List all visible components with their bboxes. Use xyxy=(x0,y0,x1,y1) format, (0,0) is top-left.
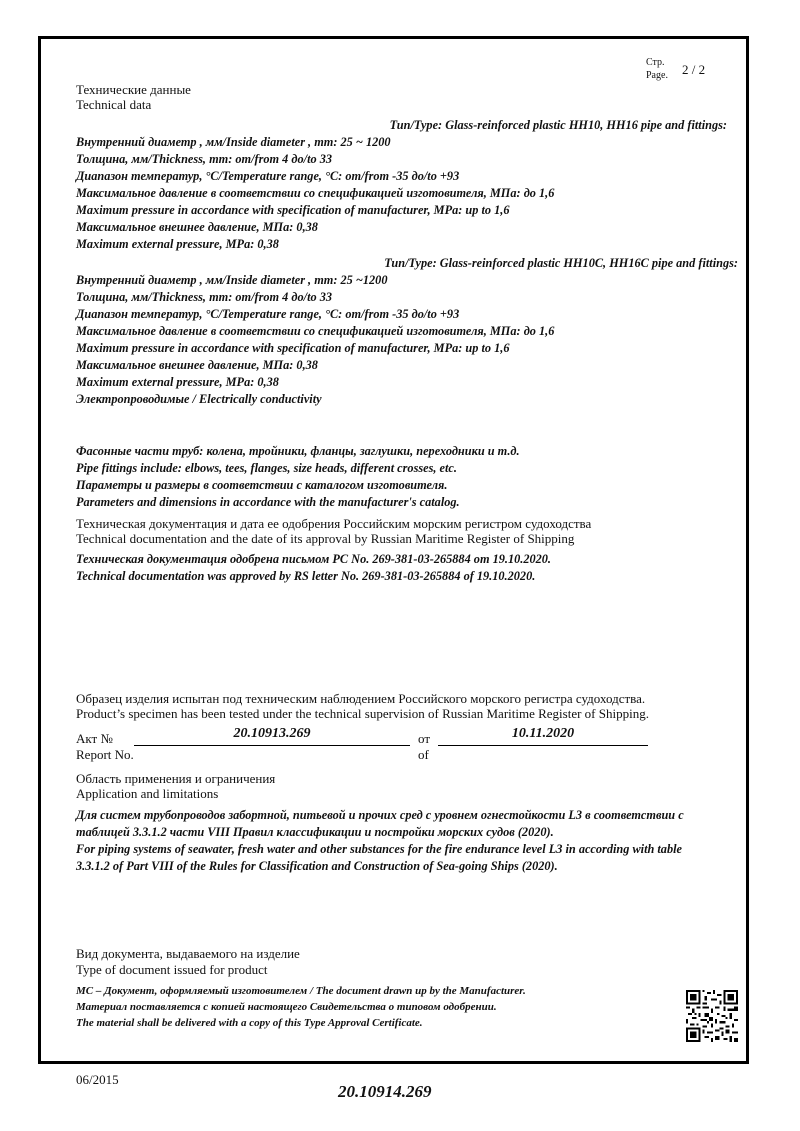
spec-line: Максимальное давление в соответствии со спецификацией изготовителя, МПа: до 1,6 xyxy=(76,186,555,200)
report-date-line xyxy=(438,745,648,746)
report-of-ru: от xyxy=(418,731,431,746)
application-line: таблицей 3.3.1.2 части VIII Правил классификации и постройки морских судов (2020). xyxy=(76,825,554,839)
doctype-heading-en: Type of document issued for product xyxy=(76,962,268,977)
doctype-line: The material shall be delivered with a copy of this Type Approval Certificate. xyxy=(76,1017,423,1029)
spec-line: Максимальное внешнее давление, МПа: 0,38 xyxy=(76,220,318,234)
spec-line: Maximum external pressure, MPa: 0,38 xyxy=(76,237,279,251)
report-number-line xyxy=(134,745,410,746)
type-line-2: Тип/Type: Glass-reinforced plastic HH10C, HH16C pipe and fittings: xyxy=(384,256,738,270)
fittings-line: Параметры и размеры в соответствии с каталогом изготовителя. xyxy=(76,478,448,492)
report-number: 20.10913.269 xyxy=(233,726,311,741)
page-label-en: Page. xyxy=(646,70,668,81)
spec-line: Толщина, мм/Thickness, mm: от/from 4 до/to 33 xyxy=(76,290,333,304)
specimen-text-ru: Образец изделия испытан под техническим наблюдением Российского морского регистра судоходства. xyxy=(76,691,646,706)
application-line: Для систем трубопроводов забортной, питьевой и прочих сред с уровнем огнестойкости L3 в соответствии с xyxy=(76,808,684,822)
spec-line: Maximum pressure in accordance with specification of manufacturer, MPa: up to 1,6 xyxy=(76,203,510,217)
spec-line: Maximum external pressure, MPa: 0,38 xyxy=(76,375,279,389)
spec-line: Диапазон температур, °C/Temperature range, °C: от/from -35 до/to +93 xyxy=(76,169,460,183)
tech-title-en: Technical data xyxy=(76,97,152,112)
docs-heading-ru: Техническая документация и дата ее одобрения Российским морским регистром судоходства xyxy=(76,516,592,531)
spec-line: Внутренний диаметр , мм/Inside diameter , mm: 25 ~1200 xyxy=(76,273,388,287)
spec-line: Диапазон температур, °C/Temperature range, °C: от/from -35 до/to +93 xyxy=(76,307,460,321)
doctype-line: Материал поставляется с копией настоящего Свидетельства о типовом одобрении. xyxy=(76,1001,497,1013)
report-date: 10.11.2020 xyxy=(511,726,575,741)
page-label-ru: Стр. xyxy=(646,57,665,68)
spec-line: Максимальное давление в соответствии со спецификацией изготовителя, МПа: до 1,6 xyxy=(76,324,555,338)
spec-line: Maximum pressure in accordance with specification of manufacturer, MPa: up to 1,6 xyxy=(76,341,510,355)
report-label-ru: Акт № xyxy=(76,731,113,746)
edition-label: 06/2015 xyxy=(76,1072,119,1087)
page-number: 2 / 2 xyxy=(682,62,706,77)
fittings-line: Parameters and dimensions in accordance with the manufacturer's catalog. xyxy=(76,495,460,509)
spec-line: Толщина, мм/Thickness, mm: от/from 4 до/to 33 xyxy=(76,152,333,166)
doctype-line: МС – Документ, оформляемый изготовителем / The document drawn up by the Manufacturer. xyxy=(76,985,526,997)
doctype-heading-ru: Вид документа, выдаваемого на изделие xyxy=(76,946,300,961)
tech-title-ru: Технические данные xyxy=(76,82,191,97)
type-line-1: Тип/Type: Glass-reinforced plastic HH10, HH16 pipe and fittings: xyxy=(389,118,727,132)
spec-line: Внутренний диаметр , мм/Inside diameter , mm: 25 ~ 1200 xyxy=(76,135,391,149)
application-heading-en: Application and limitations xyxy=(76,786,219,801)
specimen-text-en: Product’s specimen has been tested under the technical supervision of Russian Maritime Register of Shipping. xyxy=(76,706,649,721)
fittings-line: Фасонные части труб: колена, тройники, фланцы, заглушки, переходники и т.д. xyxy=(76,444,520,458)
qr-code-icon xyxy=(686,990,738,1042)
fittings-line: Pipe fittings include: elbows, tees, flanges, size heads, different crosses, etc. xyxy=(76,461,457,475)
report-label-en: Report No. xyxy=(76,747,134,762)
docs-heading-en: Technical documentation and the date of its approval by Russian Maritime Register of Shipping xyxy=(76,531,575,546)
application-line: For piping systems of seawater, fresh water and other substances for the fire endurance level L3 in according with table xyxy=(76,842,682,856)
application-line: 3.3.1.2 of Part VIII of the Rules for Classification and Construction of Sea-going Ships (2020). xyxy=(76,859,558,873)
report-of-en: of xyxy=(418,747,429,762)
spec-line: Электропроводимые / Electrically conductivity xyxy=(76,392,322,406)
certificate-number: 20.10914.269 xyxy=(338,1082,432,1101)
docs-value-ru: Техническая документация одобрена письмом РС No. 269-381-03-265884 от 19.10.2020. xyxy=(76,552,551,566)
spec-line: Максимальное внешнее давление, МПа: 0,38 xyxy=(76,358,318,372)
docs-value-en: Technical documentation was approved by RS letter No. 269-381-03-265884 of 19.10.2020. xyxy=(76,569,536,583)
application-heading-ru: Область применения и ограничения xyxy=(76,771,276,786)
